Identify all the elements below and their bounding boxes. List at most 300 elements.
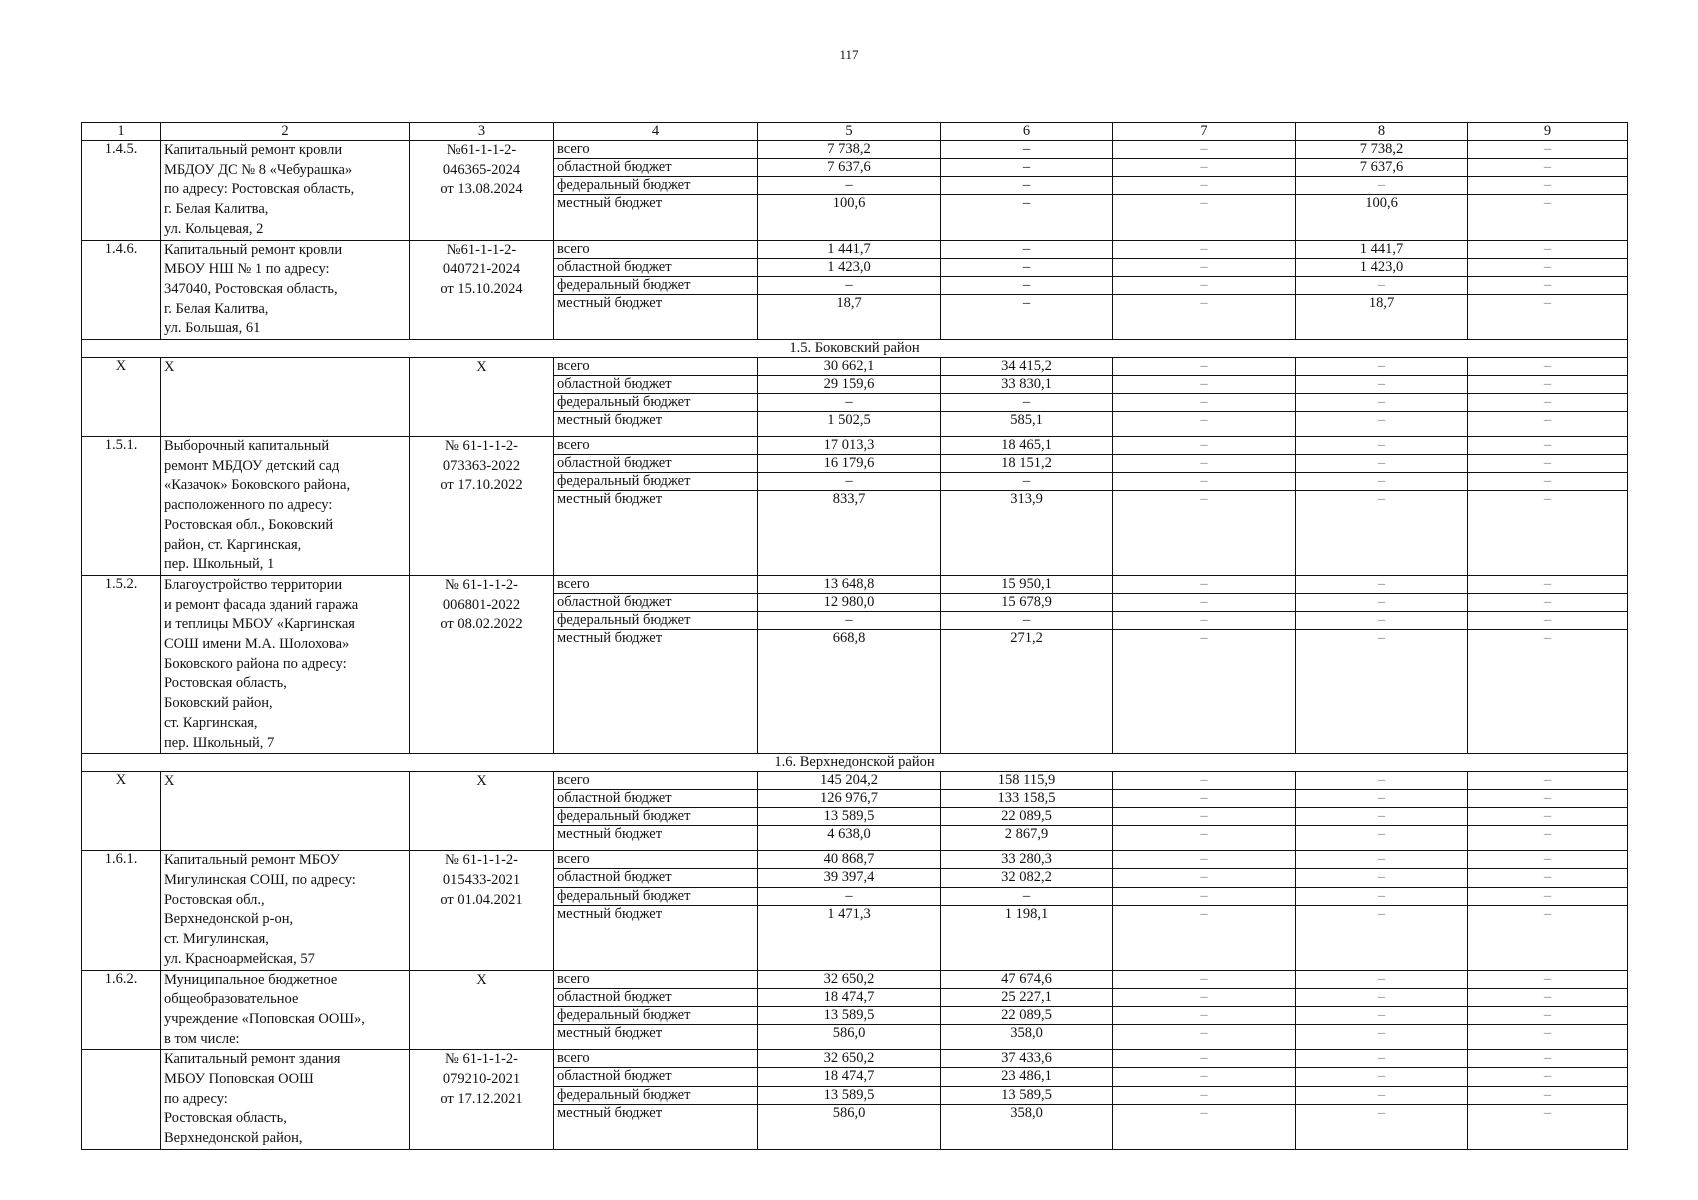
text-line: № 61-1-1-2- [444,1051,519,1068]
value-cell-8: – [1296,772,1468,790]
value-cell-9: – [1468,790,1628,808]
value-cell-7: – [1113,437,1296,455]
value-cell-8: – [1296,612,1468,630]
value-cell-8: – [1296,455,1468,473]
value-cell-8: 7 637,6 [1296,159,1468,177]
value-cell-5: 32 650,2 [758,1050,941,1068]
budget-source-label: местный бюджет [554,1025,758,1050]
value-cell-7: – [1113,887,1296,905]
value-cell-6: 22 089,5 [941,1006,1113,1024]
value-cell-6: 18 151,2 [941,455,1113,473]
value-cell-8: 100,6 [1296,195,1468,240]
value-cell-9: – [1468,808,1628,826]
column-header-9: 9 [1468,123,1628,141]
value-cell-6: – [941,240,1113,258]
value-cell-8: – [1296,575,1468,593]
budget-source-label: областной бюджет [554,988,758,1006]
value-cell-8: – [1296,970,1468,988]
text-line: ул. Большая, 61 [164,320,261,337]
value-cell-7: – [1113,851,1296,869]
value-cell-5: 13 589,5 [758,1006,941,1024]
budget-source-label: федеральный бюджет [554,473,758,491]
text-line: Выборочный капитальный [164,438,330,455]
value-cell-5: 100,6 [758,195,941,240]
value-cell-9: – [1468,575,1628,593]
text-line: ст. Мигулинская, [164,931,269,948]
value-cell-5: 40 868,7 [758,851,941,869]
value-cell-9: – [1468,1086,1628,1104]
value-cell-9: – [1468,1006,1628,1024]
budget-source-label: местный бюджет [554,905,758,970]
value-cell-7: – [1113,491,1296,576]
value-cell-9: – [1468,1050,1628,1068]
text-line: Верхнедонской район, [164,1130,303,1147]
value-cell-5: 145 204,2 [758,772,941,790]
value-cell-7: – [1113,1025,1296,1050]
item-number: Х [82,772,161,851]
item-number: Х [82,358,161,437]
value-cell-8: – [1296,808,1468,826]
text-line: Верхнедонской р-он, [164,911,294,928]
value-cell-7: – [1113,376,1296,394]
value-cell-7: – [1113,772,1296,790]
value-cell-9: – [1468,594,1628,612]
value-cell-6: 1 198,1 [941,905,1113,970]
item-name [161,1050,410,1150]
text-line: Мигулинская СОШ, по адресу: [164,871,356,888]
text-line: Ростовская обл., Боковский [164,516,334,533]
value-cell-7: – [1113,808,1296,826]
value-cell-7: – [1113,630,1296,754]
text-line: Боковский район, [164,695,273,712]
text-line: от 17.12.2021 [440,1090,523,1107]
section-title: 1.5. Боковский район [82,340,1628,358]
text-line: пер. Школьный, 7 [164,734,275,751]
text-line: 006801-2022 [442,596,521,613]
value-cell-6: 15 678,9 [941,594,1113,612]
value-cell-9: – [1468,1025,1628,1050]
value-cell-6: – [941,159,1113,177]
value-cell-8: – [1296,905,1468,970]
text-line: г. Белая Калитва, [164,300,269,317]
text-line: Х [476,971,487,988]
table-row [82,575,1628,593]
value-cell-6: – [941,276,1113,294]
value-cell-7: – [1113,1006,1296,1024]
item-registration [410,240,554,340]
value-cell-9: – [1468,970,1628,988]
budget-source-label: федеральный бюджет [554,808,758,826]
value-cell-8: – [1296,988,1468,1006]
value-cell-6: 23 486,1 [941,1068,1113,1086]
value-cell-9: – [1468,869,1628,887]
value-cell-5: 13 589,5 [758,808,941,826]
text-line: Х [164,773,175,790]
text-line: Капитальный ремонт МБОУ [164,852,340,869]
text-line: 079210-2021 [442,1071,521,1088]
text-line: Боковского района по адресу: [164,655,347,672]
text-line: 347040, Ростовская область, [164,280,338,297]
value-cell-5: 7 738,2 [758,141,941,159]
budget-source-label: местный бюджет [554,294,758,339]
value-cell-6: 37 433,6 [941,1050,1113,1068]
budget-source-label: областной бюджет [554,376,758,394]
text-line: от 08.02.2022 [440,616,523,633]
value-cell-9: – [1468,177,1628,195]
text-line: по адресу: Ростовская область, [164,181,355,198]
text-line: по адресу: [164,1090,228,1107]
text-line: Ростовская область, [164,675,287,692]
value-cell-5: 7 637,6 [758,159,941,177]
value-cell-5: 16 179,6 [758,455,941,473]
value-cell-6: 585,1 [941,412,1113,437]
text-line: в том числе: [164,1030,240,1047]
item-number: 1.6.2. [82,970,161,1050]
budget-source-label: местный бюджет [554,630,758,754]
value-cell-9: – [1468,851,1628,869]
value-cell-7: – [1113,141,1296,159]
table-row [82,1050,1628,1068]
value-cell-5: 13 648,8 [758,575,941,593]
text-line: ул. Кольцевая, 2 [164,220,264,237]
value-cell-7: – [1113,195,1296,240]
value-cell-6: 32 082,2 [941,869,1113,887]
value-cell-6: 47 674,6 [941,970,1113,988]
budget-source-label: областной бюджет [554,258,758,276]
value-cell-9: – [1468,905,1628,970]
value-cell-6: 313,9 [941,491,1113,576]
value-cell-6: – [941,195,1113,240]
value-cell-5: 1 423,0 [758,258,941,276]
value-cell-5: 29 159,6 [758,376,941,394]
value-cell-7: – [1113,177,1296,195]
budget-source-label: всего [554,851,758,869]
value-cell-8: – [1296,826,1468,851]
text-line: 015433-2021 [442,871,521,888]
text-line: МБОУ НШ № 1 по адресу: [164,261,330,278]
value-cell-5: – [758,276,941,294]
value-cell-6: 133 158,5 [941,790,1113,808]
item-name [161,851,410,970]
value-cell-6: 22 089,5 [941,808,1113,826]
budget-source-label: всего [554,437,758,455]
text-line: расположенного по адресу: [164,497,333,514]
value-cell-7: – [1113,455,1296,473]
table-row [82,772,1628,790]
value-cell-8: – [1296,790,1468,808]
text-line: МБОУ Поповская ООШ [164,1071,314,1088]
value-cell-5: – [758,887,941,905]
budget-source-label: федеральный бюджет [554,612,758,630]
text-line: Х [164,359,175,376]
text-line: общеобразовательное [164,991,299,1008]
value-cell-8: – [1296,276,1468,294]
item-number: 1.5.1. [82,437,161,576]
value-cell-5: 586,0 [758,1025,941,1050]
text-line: Ростовская обл., [164,891,265,908]
text-line: и ремонт фасада зданий гаража [164,596,359,613]
value-cell-5: 126 976,7 [758,790,941,808]
value-cell-5: 18,7 [758,294,941,339]
value-cell-9: – [1468,491,1628,576]
text-line: Х [476,773,487,790]
value-cell-7: – [1113,358,1296,376]
section-title: 1.6. Верхнедонской район [82,754,1628,772]
value-cell-8: – [1296,630,1468,754]
value-cell-8: 18,7 [1296,294,1468,339]
item-name [161,970,410,1050]
item-number [82,1050,161,1150]
value-cell-6: 358,0 [941,1104,1113,1149]
value-cell-6: 13 589,5 [941,1086,1113,1104]
item-name [161,240,410,340]
text-line: ст. Каргинская, [164,714,258,731]
value-cell-9: – [1468,240,1628,258]
column-header-8: 8 [1296,123,1468,141]
item-registration [410,141,554,241]
text-line: Ростовская область, [164,1110,287,1127]
value-cell-6: – [941,141,1113,159]
value-cell-7: – [1113,826,1296,851]
value-cell-8: – [1296,376,1468,394]
value-cell-6: 33 830,1 [941,376,1113,394]
value-cell-7: – [1113,612,1296,630]
value-cell-9: – [1468,294,1628,339]
value-cell-7: – [1113,575,1296,593]
budget-source-label: местный бюджет [554,1104,758,1149]
value-cell-7: – [1113,240,1296,258]
item-registration [410,851,554,970]
value-cell-6: – [941,177,1113,195]
item-registration [410,970,554,1050]
value-cell-7: – [1113,276,1296,294]
text-line: № 61-1-1-2- [444,576,519,593]
value-cell-5: – [758,473,941,491]
budget-source-label: федеральный бюджет [554,276,758,294]
column-header-3: 3 [410,123,554,141]
value-cell-9: – [1468,473,1628,491]
item-name [161,772,410,851]
value-cell-7: – [1113,394,1296,412]
budget-source-label: местный бюджет [554,195,758,240]
value-cell-6: 33 280,3 [941,851,1113,869]
budget-source-label: всего [554,772,758,790]
value-cell-9: – [1468,358,1628,376]
value-cell-8: – [1296,1086,1468,1104]
text-line: пер. Школьный, 1 [164,556,275,573]
budget-source-label: всего [554,240,758,258]
value-cell-6: 34 415,2 [941,358,1113,376]
budget-source-label: всего [554,141,758,159]
budget-source-label: местный бюджет [554,826,758,851]
budget-source-label: федеральный бюджет [554,394,758,412]
value-cell-9: – [1468,412,1628,437]
value-cell-8: – [1296,887,1468,905]
text-line: от 01.04.2021 [440,891,523,908]
value-cell-9: – [1468,612,1628,630]
budget-source-label: областной бюджет [554,790,758,808]
item-number: 1.4.6. [82,240,161,340]
value-cell-9: – [1468,141,1628,159]
value-cell-8: – [1296,491,1468,576]
text-line: ремонт МБДОУ детский сад [164,457,340,474]
text-line: Капитальный ремонт кровли [164,241,343,258]
budget-source-label: всего [554,575,758,593]
text-line: 040721-2024 [442,261,521,278]
column-header-5: 5 [758,123,941,141]
value-cell-7: – [1113,905,1296,970]
value-cell-8: – [1296,594,1468,612]
value-cell-7: – [1113,294,1296,339]
column-header-row [82,123,1628,141]
text-line: Х [476,359,487,376]
value-cell-9: – [1468,376,1628,394]
value-cell-9: – [1468,258,1628,276]
item-name [161,437,410,576]
budget-source-label: местный бюджет [554,491,758,576]
value-cell-9: – [1468,988,1628,1006]
value-cell-9: – [1468,394,1628,412]
section-row [82,340,1628,358]
value-cell-6: 358,0 [941,1025,1113,1050]
value-cell-5: 17 013,3 [758,437,941,455]
value-cell-9: – [1468,887,1628,905]
value-cell-9: – [1468,195,1628,240]
value-cell-8: – [1296,437,1468,455]
table-row [82,240,1628,258]
value-cell-5: 18 474,7 [758,988,941,1006]
value-cell-8: – [1296,1025,1468,1050]
value-cell-8: – [1296,869,1468,887]
value-cell-8: – [1296,177,1468,195]
value-cell-7: – [1113,1104,1296,1149]
text-line: МБДОУ ДС № 8 «Чебурашка» [164,161,353,178]
value-cell-7: – [1113,258,1296,276]
value-cell-7: – [1113,1050,1296,1068]
table-row [82,141,1628,159]
value-cell-5: 4 638,0 [758,826,941,851]
text-line: г. Белая Калитва, [164,201,269,218]
value-cell-7: – [1113,988,1296,1006]
budget-source-label: федеральный бюджет [554,1086,758,1104]
value-cell-7: – [1113,594,1296,612]
budget-source-label: областной бюджет [554,594,758,612]
value-cell-7: – [1113,1086,1296,1104]
budget-source-label: областной бюджет [554,1068,758,1086]
table-row [82,851,1628,869]
value-cell-9: – [1468,630,1628,754]
item-name [161,141,410,241]
budget-source-label: областной бюджет [554,869,758,887]
value-cell-5: 13 589,5 [758,1086,941,1104]
value-cell-6: 2 867,9 [941,826,1113,851]
column-header-1: 1 [82,123,161,141]
item-name [161,358,410,437]
value-cell-5: 30 662,1 [758,358,941,376]
value-cell-7: – [1113,869,1296,887]
table-row [82,437,1628,455]
item-registration [410,575,554,753]
value-cell-7: – [1113,970,1296,988]
item-number: 1.6.1. [82,851,161,970]
value-cell-6: – [941,473,1113,491]
text-line: № 61-1-1-2- [444,852,519,869]
value-cell-5: – [758,177,941,195]
text-line: Капитальный ремонт здания [164,1051,341,1068]
text-line: 073363-2022 [442,457,521,474]
value-cell-6: – [941,258,1113,276]
value-cell-8: – [1296,1006,1468,1024]
text-line: №61-1-1-2- [446,241,517,258]
value-cell-5: 1 502,5 [758,412,941,437]
value-cell-5: 32 650,2 [758,970,941,988]
text-line: № 61-1-1-2- [444,438,519,455]
value-cell-7: – [1113,790,1296,808]
budget-source-label: областной бюджет [554,159,758,177]
value-cell-5: 668,8 [758,630,941,754]
column-header-6: 6 [941,123,1113,141]
value-cell-5: 1 471,3 [758,905,941,970]
value-cell-8: 1 441,7 [1296,240,1468,258]
text-line: от 17.10.2022 [440,477,523,494]
text-line: 046365-2024 [442,161,521,178]
text-line: СОШ имени М.А. Шолохова» [164,636,350,653]
text-line: №61-1-1-2- [446,142,517,158]
budget-source-label: федеральный бюджет [554,887,758,905]
value-cell-8: – [1296,851,1468,869]
value-cell-8: – [1296,1068,1468,1086]
item-registration [410,1050,554,1150]
value-cell-8: 1 423,0 [1296,258,1468,276]
column-header-2: 2 [161,123,410,141]
value-cell-6: 25 227,1 [941,988,1113,1006]
value-cell-5: 833,7 [758,491,941,576]
value-cell-6: 15 950,1 [941,575,1113,593]
value-cell-9: – [1468,1068,1628,1086]
value-cell-6: – [941,294,1113,339]
value-cell-8: – [1296,1104,1468,1149]
text-line: Капитальный ремонт кровли [164,142,343,158]
column-header-4: 4 [554,123,758,141]
column-header-7: 7 [1113,123,1296,141]
value-cell-5: 39 397,4 [758,869,941,887]
item-registration [410,772,554,851]
value-cell-5: – [758,612,941,630]
text-line: «Казачок» Боковского района, [164,477,351,494]
text-line: ул. Красноармейская, 57 [164,950,315,967]
budget-source-label: федеральный бюджет [554,1006,758,1024]
text-line: и теплицы МБОУ «Каргинская [164,616,355,633]
item-number: 1.4.5. [82,141,161,241]
value-cell-8: – [1296,473,1468,491]
value-cell-8: 7 738,2 [1296,141,1468,159]
value-cell-6: 271,2 [941,630,1113,754]
budget-table [81,122,1628,1150]
budget-source-label: всего [554,358,758,376]
value-cell-9: – [1468,159,1628,177]
value-cell-9: – [1468,826,1628,851]
item-number: 1.5.2. [82,575,161,753]
budget-source-label: местный бюджет [554,412,758,437]
value-cell-7: – [1113,1068,1296,1086]
budget-source-label: федеральный бюджет [554,177,758,195]
value-cell-5: 18 474,7 [758,1068,941,1086]
item-registration [410,437,554,576]
value-cell-6: – [941,394,1113,412]
text-line: Благоустройство территории [164,576,343,593]
value-cell-5: 12 980,0 [758,594,941,612]
text-line: учреждение «Поповская ООШ», [164,1010,365,1027]
